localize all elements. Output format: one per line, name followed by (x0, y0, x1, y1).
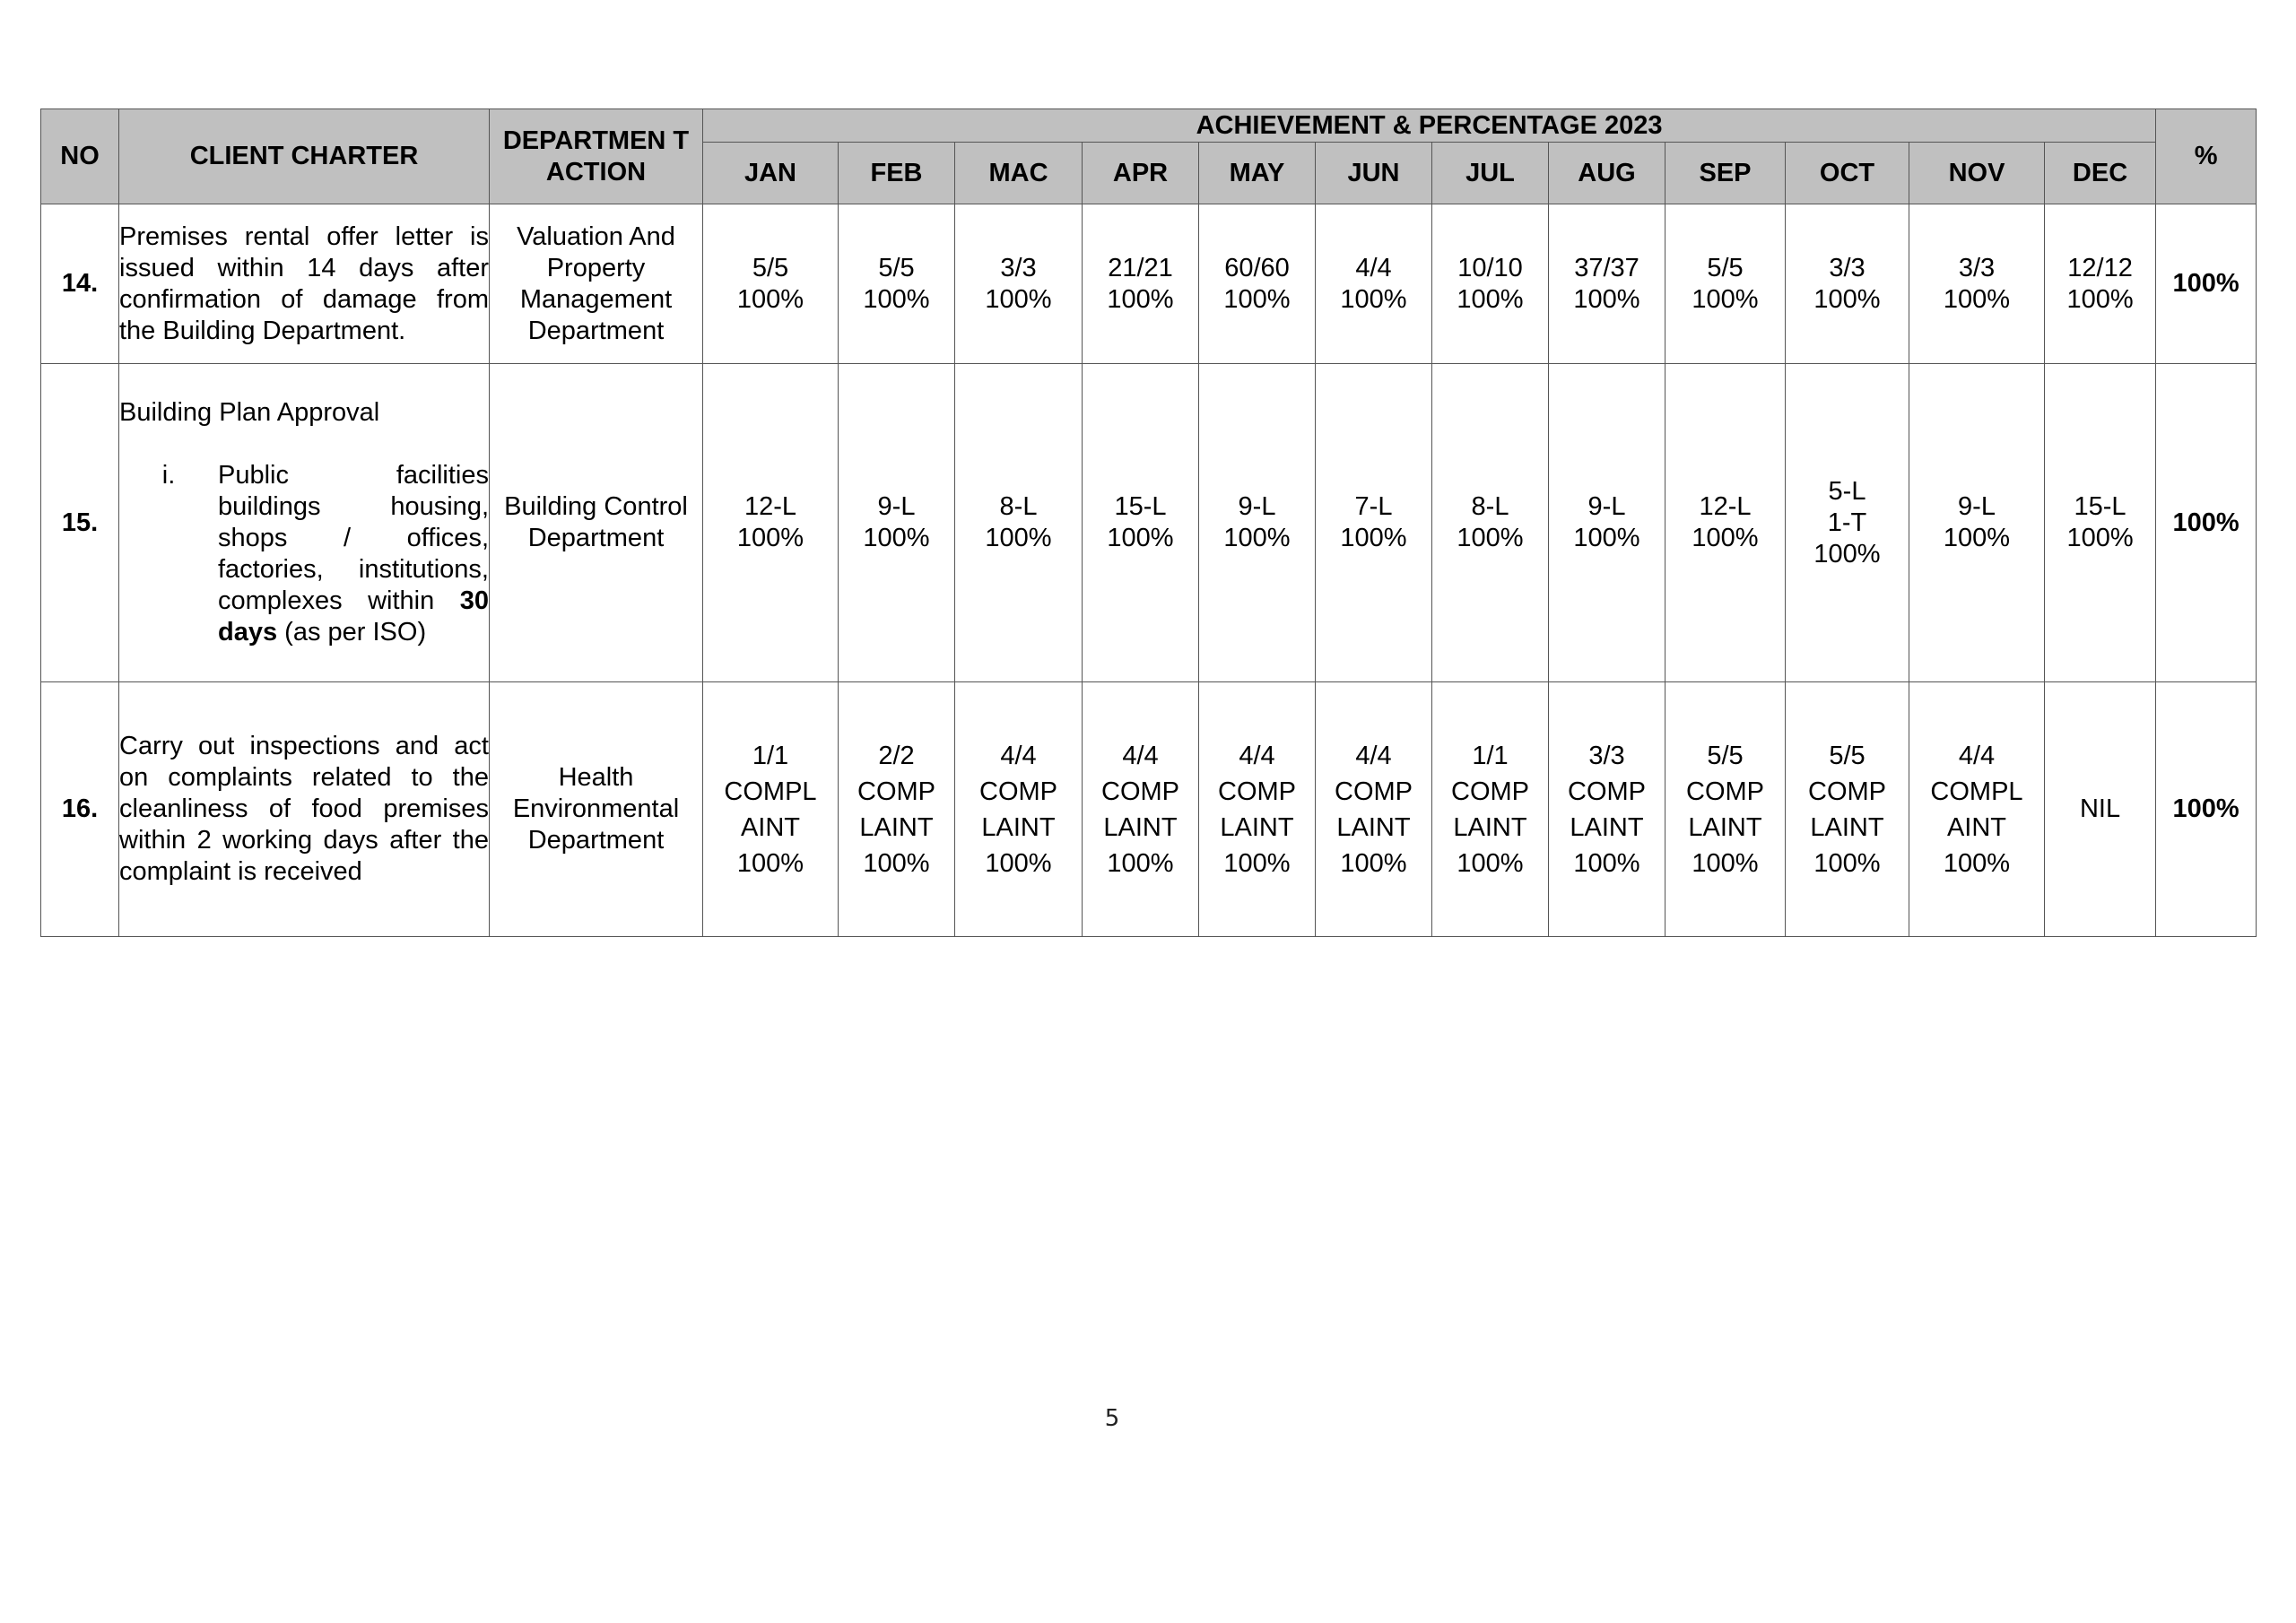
month-percent: 100% (1813, 539, 1881, 568)
month-percent: 100% (1943, 524, 2011, 552)
complaint-word-part: LAINT (1688, 812, 1762, 842)
total-percent: 100% (2156, 682, 2257, 937)
month-cell (1432, 364, 1549, 682)
month-count: 12-L (1699, 492, 1752, 521)
month-count: 4/4 (1122, 741, 1159, 770)
month-count: 8-L (999, 492, 1038, 521)
month-count: 5/5 (752, 253, 789, 282)
month-percent: 100% (736, 848, 804, 878)
complaint-word-part: LAINT (859, 812, 934, 842)
month-cell (955, 682, 1083, 937)
month-percent: 100% (863, 524, 930, 552)
month-count: 3/3 (1588, 741, 1625, 770)
month-cell (703, 364, 839, 682)
month-count: 5/5 (1707, 253, 1744, 282)
client-charter-table (40, 108, 2257, 937)
month-cell (1199, 364, 1316, 682)
month-cell (703, 204, 839, 364)
charter-title: Building Plan Approval (119, 398, 380, 427)
month-cell (1909, 682, 2045, 937)
month-cell (839, 364, 955, 682)
month-count: 37/37 (1574, 253, 1639, 282)
month-percent: 100% (1107, 848, 1174, 878)
month-cell (1549, 682, 1665, 937)
month-percent: 100% (985, 524, 1052, 552)
header-month: DEC (2045, 143, 2156, 204)
month-percent: 100% (1340, 284, 1407, 314)
month-percent: 100% (863, 848, 930, 878)
month-percent: 100% (2066, 284, 2134, 314)
month-percent: 100% (1223, 848, 1291, 878)
month-cell (1909, 204, 2045, 364)
complaint-word-part: COMP (1451, 777, 1529, 806)
complaint-word-part: LAINT (1336, 812, 1411, 842)
month-count: 4/4 (1239, 741, 1275, 770)
complaint-word-part: LAINT (1570, 812, 1644, 842)
month-percent: 100% (1692, 848, 1759, 878)
month-count: 10/10 (1457, 253, 1523, 282)
header-month: JUN (1316, 143, 1432, 204)
month-count: 1/1 (752, 741, 789, 770)
month-percent: 100% (1692, 284, 1759, 314)
row-number: 16. (41, 682, 119, 937)
month-percent: 100% (1340, 524, 1407, 552)
table-row (41, 364, 2257, 682)
sub-item-bold: 30 days (218, 586, 489, 647)
month-percent: 100% (985, 848, 1052, 878)
complaint-word-part: COMP (1335, 777, 1413, 806)
client-charter-text: Carry out inspections and act on complaints related to the cleanliness of food premises within 2 working days after the complaint is received (119, 682, 490, 937)
complaint-word-part: AINT (740, 812, 801, 842)
month-cell (1083, 364, 1199, 682)
month-cell (1786, 682, 1909, 937)
page-number: 5 (1104, 1405, 1120, 1432)
month-cell (1786, 204, 1909, 364)
complaint-word-part: COMP (857, 777, 935, 806)
month-count: 9-L (877, 492, 916, 521)
department-action: Building Control Department (490, 364, 703, 682)
month-count: 60/60 (1224, 253, 1290, 282)
month-count: 9-L (1587, 492, 1626, 521)
month-count: 9-L (1238, 492, 1276, 521)
month-percent: 100% (1457, 848, 1524, 878)
total-percent: 100% (2156, 204, 2257, 364)
header-month: APR (1083, 143, 1199, 204)
sub-item-text (218, 460, 489, 648)
month-percent: 100% (1457, 524, 1524, 552)
complaint-word-part: COMP (1808, 777, 1886, 806)
month-cell (1316, 204, 1432, 364)
month-percent: 100% (1223, 284, 1291, 314)
complaint-word-part: COMP (1686, 777, 1764, 806)
month-cell (1432, 682, 1549, 937)
month-count: 8-L (1471, 492, 1509, 521)
complaint-word-part: COMP (1218, 777, 1296, 806)
month-count: 9-L (1958, 492, 1996, 521)
sub-item-number: i. (161, 461, 176, 490)
header-month: MAY (1199, 143, 1316, 204)
month-percent: 100% (985, 284, 1052, 314)
header-month: NOV (1909, 143, 2045, 204)
header-percent: % (2156, 109, 2257, 204)
month-cell (1199, 204, 1316, 364)
month-percent: 100% (1573, 284, 1640, 314)
department-action: Health Environmental Department (490, 682, 703, 937)
month-count: 5-L (1828, 476, 1866, 506)
month-count: 3/3 (1829, 253, 1866, 282)
header-month: FEB (839, 143, 955, 204)
complaint-word-part: COMP (979, 777, 1057, 806)
month-count: 5/5 (1707, 741, 1744, 770)
month-count: 21/21 (1108, 253, 1173, 282)
month-extra: 1-T (1827, 508, 1867, 537)
month-count: NIL (2079, 794, 2121, 823)
sub-item-text-after: (as per ISO) (284, 618, 427, 647)
complaint-word-part: COMPL (1930, 777, 2023, 806)
month-cell (2045, 364, 2156, 682)
month-cell (1199, 682, 1316, 937)
sub-item (119, 460, 489, 648)
complaint-word-part: LAINT (1103, 812, 1178, 842)
month-cell (1549, 364, 1665, 682)
complaint-word-part: AINT (1946, 812, 2007, 842)
month-count: 4/4 (1000, 741, 1037, 770)
complaint-word-part: LAINT (1453, 812, 1527, 842)
month-percent: 100% (1223, 524, 1291, 552)
month-cell (955, 364, 1083, 682)
month-count: 15-L (1114, 492, 1167, 521)
month-cell (1316, 682, 1432, 937)
month-cell (1432, 204, 1549, 364)
complaint-word-part: COMP (1568, 777, 1646, 806)
month-cell (1665, 204, 1786, 364)
header-department-action: DEPARTMEN T ACTION (490, 109, 703, 204)
month-percent: 100% (1573, 848, 1640, 878)
client-charter-text (119, 364, 490, 682)
header-no: NO (41, 109, 119, 204)
complaint-word-part: LAINT (1810, 812, 1884, 842)
table-row (41, 204, 2257, 364)
month-count: 1/1 (1472, 741, 1509, 770)
header-client-charter: CLIENT CHARTER (119, 109, 490, 204)
month-count: 15-L (2074, 492, 2126, 521)
month-count: 5/5 (1829, 741, 1866, 770)
header-month: SEP (1665, 143, 1786, 204)
client-charter-text: Premises rental offer letter is issued within 14 days after confirmation of damage from the Building Department. (119, 204, 490, 364)
row-number: 14. (41, 204, 119, 364)
month-cell (1665, 364, 1786, 682)
month-percent: 100% (1107, 284, 1174, 314)
month-cell (839, 682, 955, 937)
header-month: AUG (1549, 143, 1665, 204)
month-percent: 100% (1107, 524, 1174, 552)
month-count: 2/2 (878, 741, 915, 770)
month-percent: 100% (1943, 284, 2011, 314)
header-month: MAC (955, 143, 1083, 204)
total-percent: 100% (2156, 364, 2257, 682)
month-percent: 100% (736, 284, 804, 314)
month-percent: 100% (1340, 848, 1407, 878)
month-cell (1786, 364, 1909, 682)
month-count: 4/4 (1958, 741, 1996, 770)
header-month: JUL (1432, 143, 1549, 204)
header-month: JAN (703, 143, 839, 204)
month-count: 3/3 (1958, 253, 1996, 282)
sub-item-text-before: Public facilities buildings housing, shops / offices, factories, institutions, complexes within (218, 461, 489, 615)
month-percent: 100% (1943, 848, 2011, 878)
month-count: 4/4 (1355, 741, 1392, 770)
month-count: 12/12 (2067, 253, 2133, 282)
month-cell (955, 204, 1083, 364)
month-cell (2045, 204, 2156, 364)
month-percent: 100% (2066, 524, 2134, 552)
month-percent: 100% (1457, 284, 1524, 314)
month-cell (1083, 682, 1199, 937)
month-cell (703, 682, 839, 937)
month-cell (1316, 364, 1432, 682)
month-percent: 100% (1813, 284, 1881, 314)
month-count: 5/5 (878, 253, 915, 282)
header-achievement-percentage: ACHIEVEMENT & PERCENTAGE 2023 (703, 109, 2156, 143)
row-number: 15. (41, 364, 119, 682)
month-cell (2045, 682, 2156, 937)
month-cell (1909, 364, 2045, 682)
month-count: 12-L (744, 492, 797, 521)
month-cell (839, 204, 955, 364)
month-cell (1549, 204, 1665, 364)
month-percent: 100% (1692, 524, 1759, 552)
complaint-word-part: COMPL (724, 777, 817, 806)
month-percent: 100% (1813, 848, 1881, 878)
month-count: 7-L (1354, 492, 1393, 521)
month-count: 4/4 (1355, 253, 1392, 282)
complaint-word-part: LAINT (981, 812, 1056, 842)
department-action: Valuation And Property Management Department (490, 204, 703, 364)
complaint-word-part: COMP (1101, 777, 1179, 806)
month-cell (1083, 204, 1199, 364)
table-row (41, 682, 2257, 937)
month-percent: 100% (736, 524, 804, 552)
month-cell (1665, 682, 1786, 937)
month-percent: 100% (1573, 524, 1640, 552)
month-percent: 100% (863, 284, 930, 314)
complaint-word-part: LAINT (1220, 812, 1294, 842)
month-count: 3/3 (1000, 253, 1037, 282)
header-month: OCT (1786, 143, 1909, 204)
